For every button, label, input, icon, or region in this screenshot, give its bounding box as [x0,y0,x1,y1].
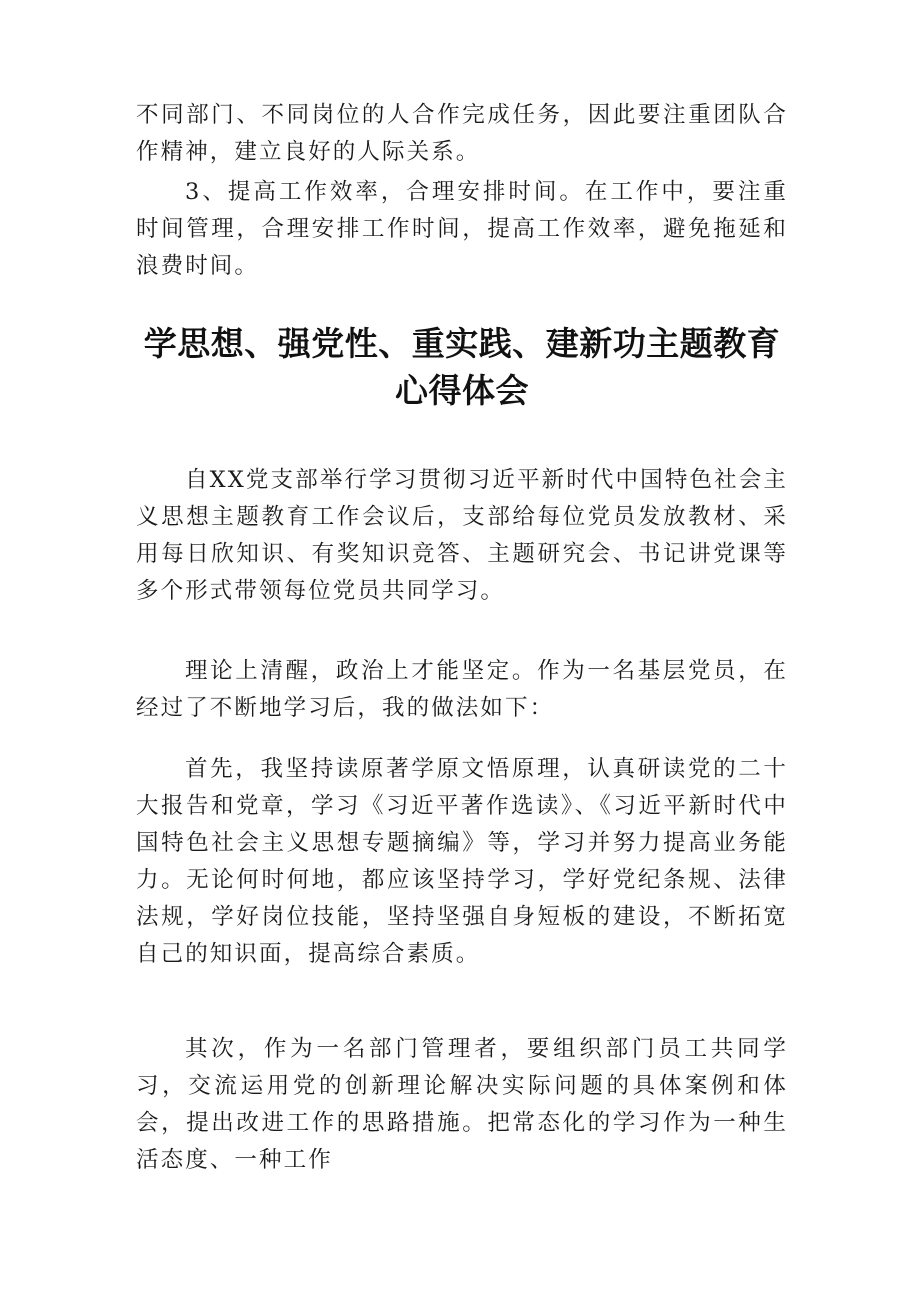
point-3-paragraph: 3、提高工作效率，合理安排时间。在工作中，要注重时间管理，合理安排工作时间，提高工作效率，避免拖延和浪费时间。 [136,179,788,279]
body-paragraph-4: 其次，作为一名部门管理者，要组织部门员工共同学习，交流运用党的创新理论解决实际问题的具体案例和体会，提出改进工作的思路措施。把常态化的学习作为一种生活态度、一种工作 [136,1036,788,1173]
body-paragraph-3: 首先，我坚持读原著学原文悟原理，认真研读党的二十大报告和党章，学习《习近平著作选读》、《习近平新时代中国特色社会主义思想专题摘编》等，学习并努力提高业务能力。无论何时何地，都应该坚持学习，学好党纪条规、法律法规，学好岗位技能，坚持坚强自身短板的建设，不断拓宽自己的知识面，提高综合素质。 [136,756,788,967]
document-title: 学思想、强党性、重实践、建新功主题教育心得体会 [143,324,781,410]
body-paragraph-1: 自XX党支部举行学习贯彻习近平新时代中国特色社会主义思想主题教育工作会议后，支部给每位党员发放教材、采用每日欣知识、有奖知识竞答、主题研究会、书记讲党课等多个形式带领每位党员共同学习。 [136,467,788,604]
body-paragraph-2: 理论上清醒，政治上才能坚定。作为一名基层党员，在经过了不断地学习后，我的做法如下： [136,658,788,721]
intro-continuation-paragraph: 不同部门、不同岗位的人合作完成任务，因此要注重团队合作精神，建立良好的人际关系。 [136,102,788,165]
